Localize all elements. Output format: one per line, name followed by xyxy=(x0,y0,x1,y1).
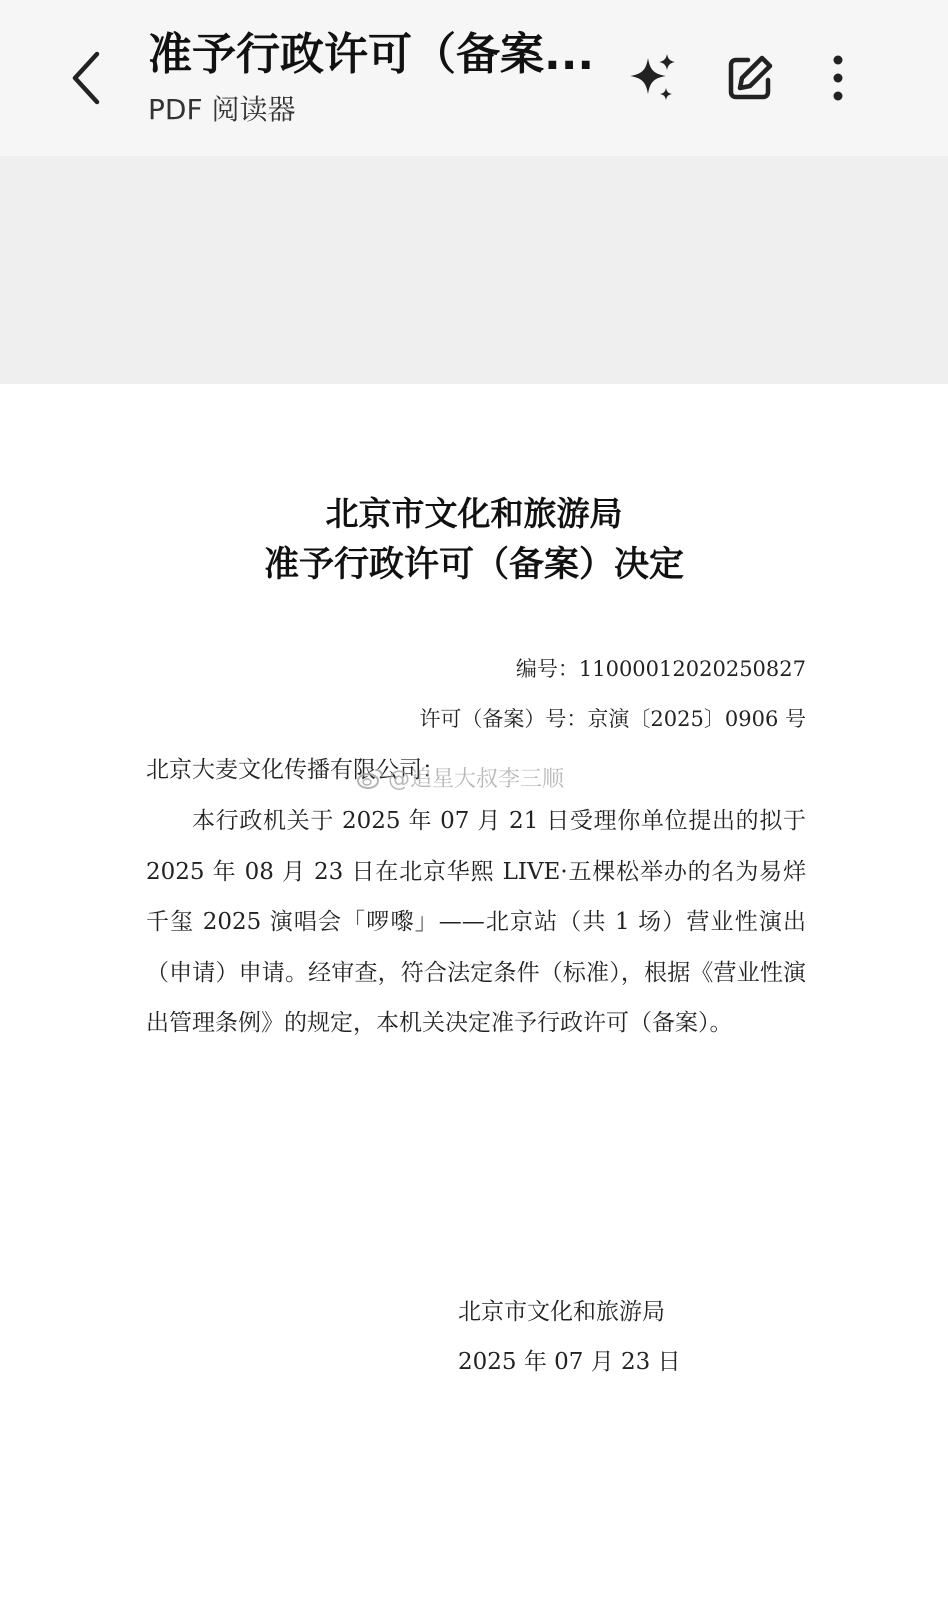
back-arrow-icon xyxy=(69,50,103,106)
more-vertical-icon xyxy=(830,54,846,102)
app-name: PDF 阅读器 xyxy=(148,93,296,126)
signature-organization: 北京市文化和旅游局 xyxy=(458,1299,665,1325)
document-page xyxy=(0,384,948,1607)
sparkle-icon xyxy=(626,52,678,104)
app-bar xyxy=(0,0,948,156)
permit-number: 许可（备案）号：京演〔2025〕0906 号 xyxy=(419,707,806,731)
title-block xyxy=(148,26,618,128)
decision-body: 本行政机关于 2025 年 07 月 21 日受理你单位提出的拟于 2025 年 08 月 23 日在北京华熙 LIVE·五棵松举办的名为易烊千玺 2025 演唱会「啰嚟」——北京站（共 1 场）营业性演出（申请）申请。经审查，符合法定条件（标准），根据《营业性演出管理条例》的规定，本机关决定准予行政许可（备案）。 xyxy=(146,808,806,1036)
decision-title-heading: 准予行政许可（备案）决定 xyxy=(263,545,684,585)
weibo-icon xyxy=(356,767,384,789)
watermark-text: @追星大叔李三顺 xyxy=(388,767,565,792)
document-title: 准予行政许可（备案... xyxy=(148,29,595,80)
reference-number: 编号：11000012020250827 xyxy=(515,657,806,681)
signature-date: 2025 年 07 月 23 日 xyxy=(458,1349,681,1375)
edit-button[interactable] xyxy=(718,46,782,110)
ai-assist-button[interactable] xyxy=(620,46,684,110)
edit-icon xyxy=(724,52,776,104)
back-button[interactable] xyxy=(56,42,116,114)
issuing-authority-heading: 北京市文化和旅游局 xyxy=(325,494,623,533)
recipient-line: 北京大麦文化传播有限公司： xyxy=(146,757,445,783)
watermark xyxy=(356,762,564,793)
viewer-background xyxy=(0,156,948,384)
more-options-button[interactable] xyxy=(806,46,870,110)
